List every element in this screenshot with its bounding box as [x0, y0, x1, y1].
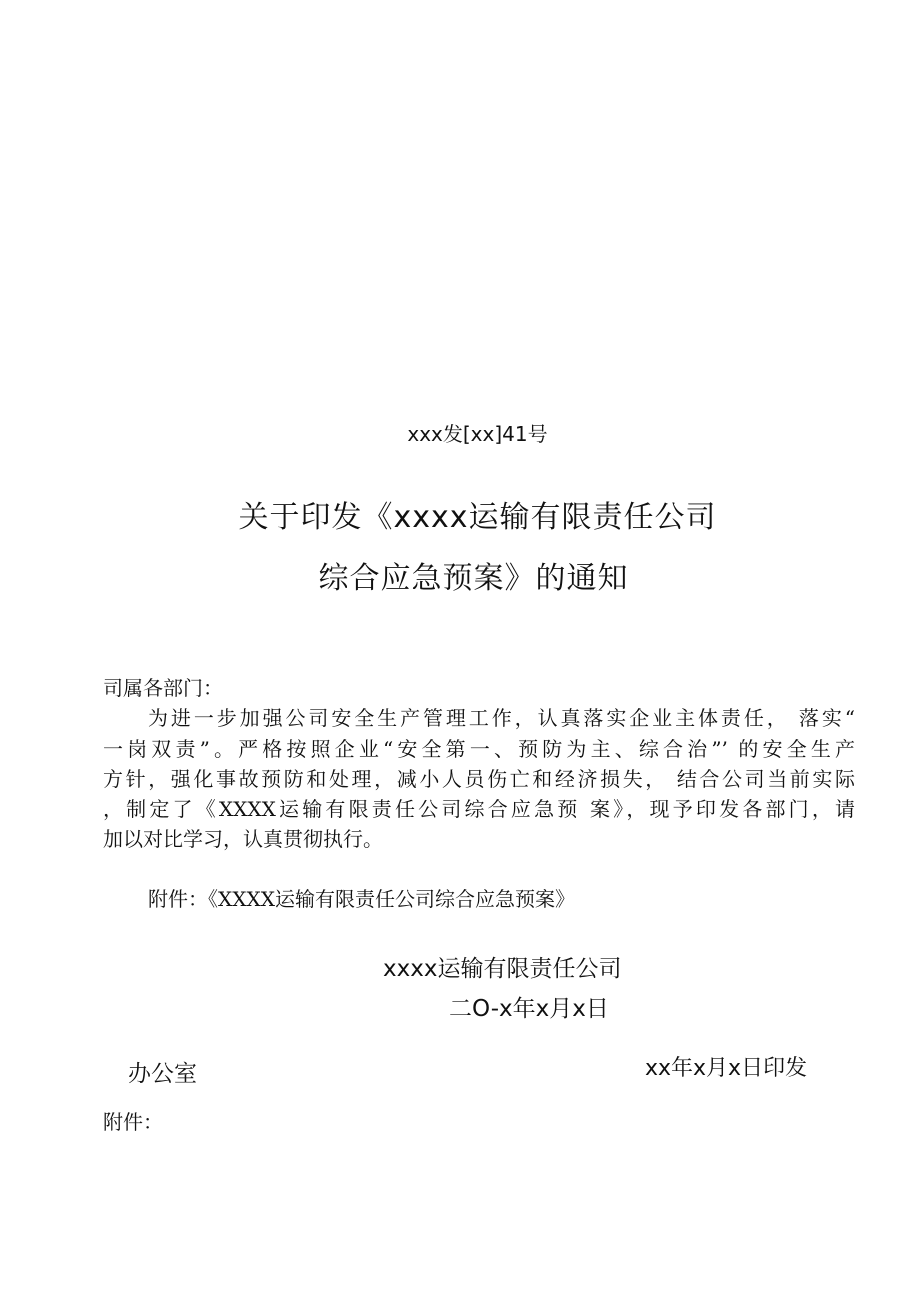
- body-line: 一岗双责”。严格按照企业“安全第一、预防为主、综合治”’ 的安全生产: [103, 737, 855, 761]
- body-line: 为进一步加强公司安全生产管理工作，认真落实企业主体责任， 落实“: [148, 706, 855, 730]
- attachment-label: 附件：: [103, 1110, 163, 1134]
- footer-print-date: xx年x月x日印发: [645, 1056, 808, 1081]
- footer-office: 办公室: [128, 1061, 197, 1087]
- attachment-note: 附件：《XXXX运输有限责任公司综合应急预案》: [148, 887, 575, 911]
- signature-company: xxxx运输有限责任公司: [383, 956, 622, 982]
- document-title-line-1: 关于印发《xxxx运输有限责任公司: [238, 500, 717, 535]
- body-line: ，制定了《XXXX运输有限责任公司综合应急预 案》，现予印发各部门，请: [103, 797, 855, 821]
- body-line: 加以对比学习，认真贯彻执行。: [103, 827, 383, 851]
- signature-date: 二O-x年x月x日: [449, 996, 609, 1022]
- document-number: xxx发[xx]41号: [407, 422, 548, 446]
- document-title-line-2: 综合应急预案》的通知: [318, 561, 629, 596]
- body-line: 方针，强化事故预防和处理，减小人员伤亡和经济损失， 结合公司当前实际: [103, 767, 855, 791]
- salutation: 司属各部门：: [103, 676, 223, 700]
